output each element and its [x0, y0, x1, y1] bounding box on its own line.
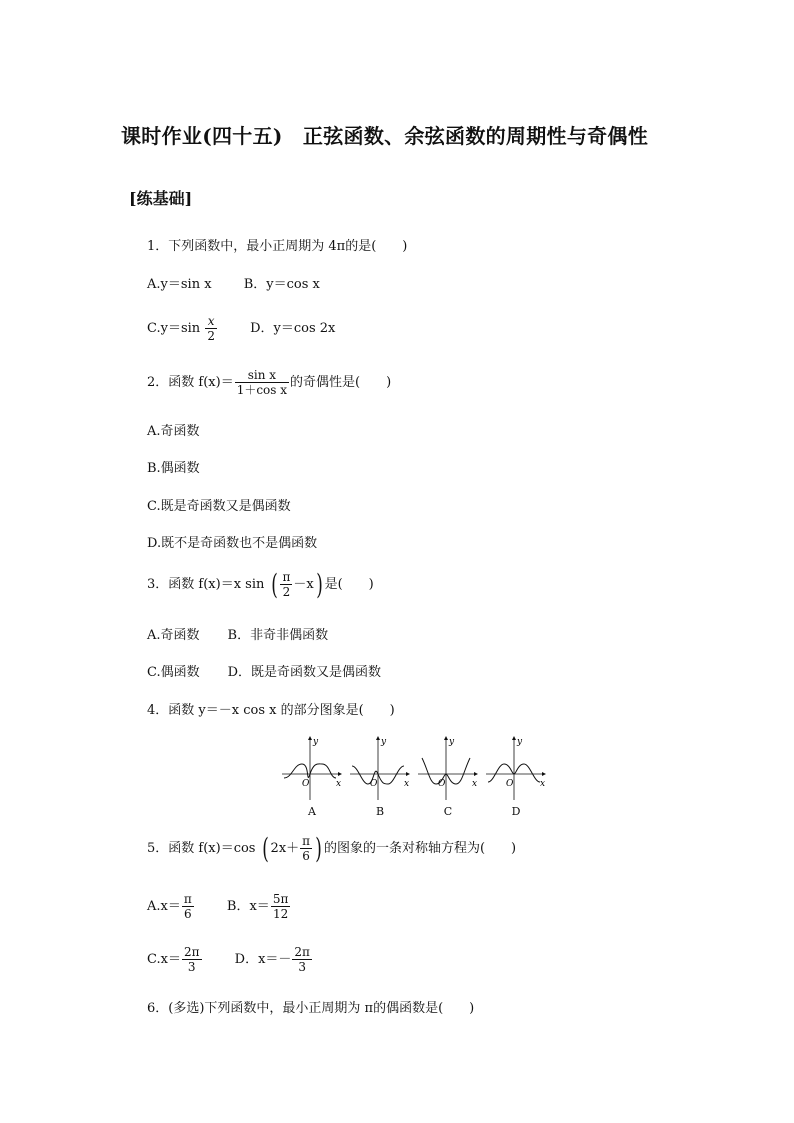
svg-text:O: O — [302, 779, 310, 789]
svg-text:x: x — [472, 779, 478, 789]
svg-text:O: O — [370, 779, 378, 789]
question-5-options-ab: A.x＝ $\frac{\pi}{6}$ B．x＝ $\frac{5\pi}{12}$ — [147, 892, 289, 921]
question-2-stem: 2．函数 f(x)＝ $\frac{\text{sin x}}{\text{1＋cos x}}$ 的奇偶性是( ) — [147, 368, 392, 397]
graph-c — [416, 734, 480, 818]
graph-d-plot — [484, 734, 548, 804]
svg-text:y: y — [381, 737, 387, 747]
graph-a-label: A — [308, 805, 316, 818]
question-4-stem: 4．函数 y＝－x cos x 的部分图象是( ) — [147, 703, 395, 718]
question-3-options-ab: A.奇函数 B．非奇非偶函数 — [147, 628, 329, 643]
svg-text:x: x — [540, 779, 546, 789]
question-2-option-d: D.既不是奇函数也不是偶函数 — [147, 536, 318, 551]
graph-b-label: B — [375, 805, 385, 818]
svg-text:O: O — [506, 779, 514, 789]
graph-a — [280, 734, 344, 818]
question-2-option-a: A.奇函数 — [147, 424, 200, 439]
graph-c-plot — [416, 734, 480, 804]
svg-text:y: y — [449, 737, 455, 747]
graph-a-plot — [280, 734, 344, 804]
svg-text:y: y — [313, 737, 319, 747]
question-1-options-cd: C.y＝sin $\frac{x}{2}$ D．y＝cos 2x — [147, 314, 336, 343]
question-5-options-cd: C.x＝ $\frac{2\pi}{3}$ D．x＝－ $\frac{2\pi}{3}$ — [147, 945, 310, 974]
graph-d-label: D — [511, 805, 521, 818]
svg-text:y: y — [517, 737, 523, 747]
graph-d — [484, 734, 548, 818]
question-5-stem: 5．函数 f(x)＝cos ( 2x＋ $\frac{\pi}{6}$ ) 的图象的一条对称轴方程为( ) — [147, 831, 517, 865]
svg-text:O: O — [438, 779, 446, 789]
question-4-graphs — [280, 734, 544, 818]
question-1-stem: 1．下列函数中，最小正周期为 4π的是( ) — [147, 239, 408, 254]
question-2-option-c: C.既是奇函数又是偶函数 — [147, 499, 291, 514]
svg-text:x: x — [336, 779, 342, 789]
graph-b-plot — [348, 734, 412, 804]
page-title: 课时作业(四十五) 正弦函数、余弦函数的周期性与奇偶性 — [121, 124, 649, 148]
question-1-options-ab: A.y＝sin x B．y＝cos x — [147, 277, 320, 292]
question-3-options-cd: C.偶函数 D．既是奇函数又是偶函数 — [147, 665, 382, 680]
section-heading: [练基础] — [129, 189, 193, 208]
graph-c-label: C — [443, 805, 453, 818]
question-2-option-b: B.偶函数 — [147, 461, 200, 476]
question-6-stem: 6．(多选)下列函数中，最小正周期为 π的偶函数是( ) — [147, 1001, 475, 1016]
graph-b — [348, 734, 412, 818]
svg-text:x: x — [404, 779, 410, 789]
question-3-stem: 3．函数 f(x)＝x sin ( $\frac{\pi}{2}$ －x) 是( ) — [147, 567, 374, 601]
